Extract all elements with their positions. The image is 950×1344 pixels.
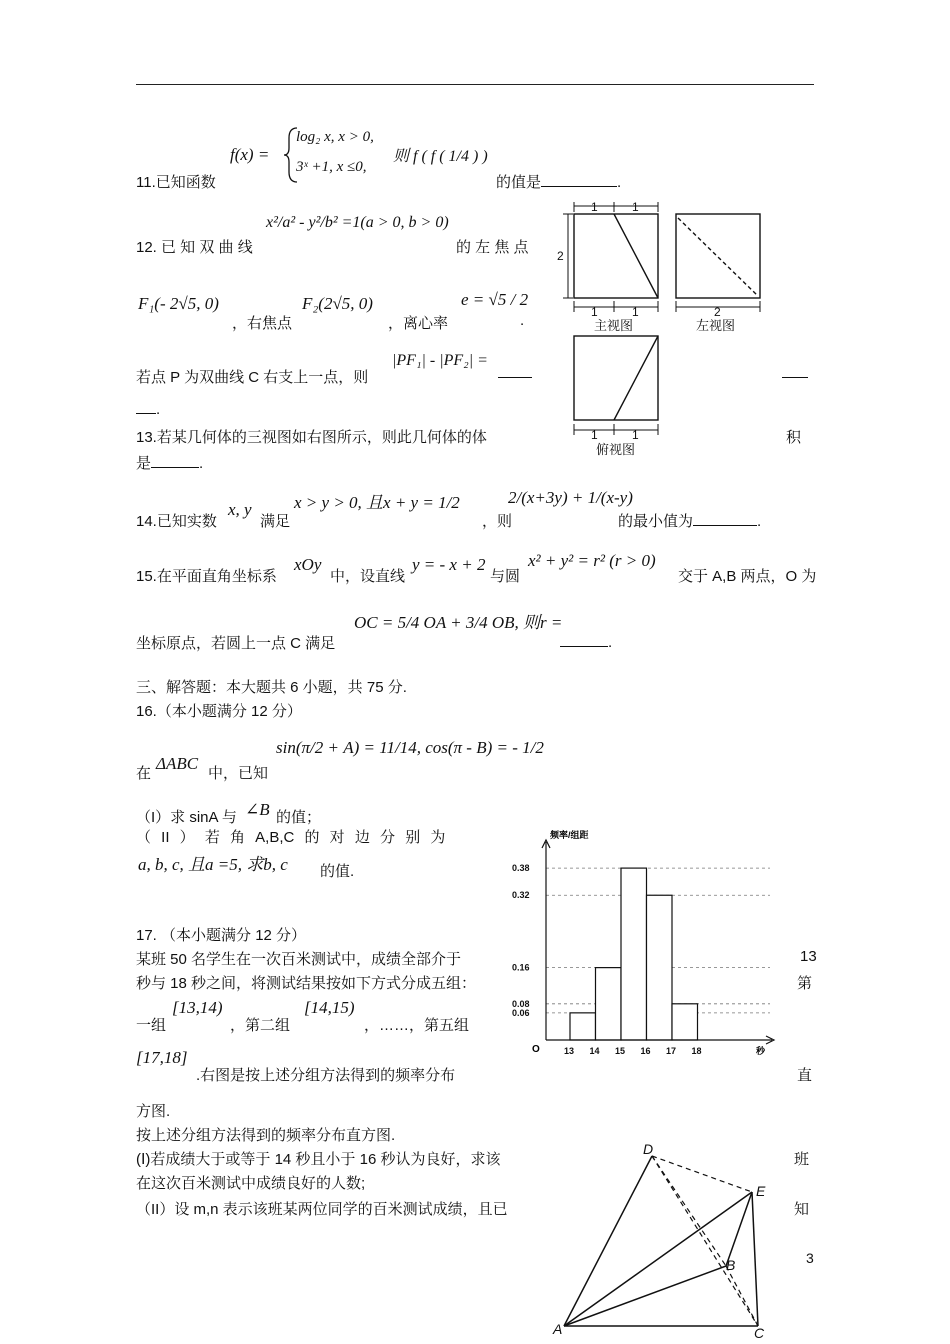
q17-line1-tail: 13 xyxy=(800,948,817,965)
q15-tail: 交于 A,B 两点，O 为 xyxy=(678,568,817,585)
front-dim-height: 2 xyxy=(557,249,564,263)
q16-angle: ∠B xyxy=(245,800,270,819)
histogram-y-tick: 0.06 xyxy=(512,1007,530,1018)
histogram-y-tick: 0.32 xyxy=(512,890,530,901)
left-dim-width: 2 xyxy=(714,305,721,319)
q11-case2: 3ˣ +1, x ≤0, xyxy=(296,159,367,175)
pyramid-label-c: C xyxy=(754,1325,765,1340)
q17-part1-b: 在这次百米测试中成绩良好的人数; xyxy=(136,1175,366,1192)
front-view-label: 主视图 xyxy=(594,318,634,333)
q17-part2: （II）设 m,n 表示该班某两位同学的百米测试成绩，且已 xyxy=(136,1201,508,1218)
top-dim-2: 1 xyxy=(632,428,639,442)
q16-part1: （I）求 sinA 与 xyxy=(136,809,237,826)
q12-equation: x²/a² - y²/b² =1(a > 0, b > 0) xyxy=(266,214,449,231)
q17-line4: .右图是按上述分组方法得到的频率分布 xyxy=(196,1067,456,1084)
top-view-line xyxy=(614,336,658,420)
q16-part2-math: a, b, c, 且a =5, 求b, c xyxy=(138,855,288,874)
q14-cond: x > y > 0, 且x + y = 1/2 xyxy=(294,493,460,512)
front-dim-top-1: 1 xyxy=(591,200,598,214)
q14-then: ，则 xyxy=(482,513,513,530)
histogram-x-tick: 16 xyxy=(640,1046,651,1056)
q15-mid2: 与圆 xyxy=(490,568,521,585)
q14-vars: x, y xyxy=(228,500,252,519)
q17-part2-tail: 知 xyxy=(794,1201,810,1218)
left-view-dashed-line xyxy=(678,218,758,296)
histogram-y-label: 频率/组距 xyxy=(550,830,589,840)
front-dim-bottom-2: 1 xyxy=(632,305,639,319)
histogram-y-tick: 0.08 xyxy=(512,998,530,1009)
q12-prefix: 12. 已 知 双 曲 线 xyxy=(136,239,253,256)
q15-line2: 坐标原点，若圆上一点 C 满足 xyxy=(136,635,336,652)
q11-then: 则 f ( f ( 1/4 ) ) xyxy=(393,148,488,165)
page-number: 3 xyxy=(806,1250,814,1266)
front-dim-top-2: 1 xyxy=(632,200,639,214)
q17-line3-b: ，第二组 xyxy=(230,1017,291,1034)
histogram-bar xyxy=(596,968,622,1040)
pyramid-label-e: E xyxy=(756,1183,766,1199)
q11-prefix: 11.已知函数 xyxy=(136,174,216,191)
q11-case1: log₂ x, x > 0, xyxy=(296,129,374,145)
q12-mid: ，右焦点 xyxy=(232,315,293,332)
q15-prefix: 15.在平面直角坐标系 xyxy=(136,568,277,585)
histogram-x-tick: 14 xyxy=(589,1046,600,1056)
q16-part2-end: 的值. xyxy=(320,863,355,880)
q12-blank xyxy=(498,363,532,382)
q17-line3-c: ，……，第五组 xyxy=(364,1017,470,1034)
q15-circle: x² + y² = r² (r > 0) xyxy=(528,551,656,570)
q16-equation: sin(π/2 + A) = 11/14, cos(π - B) = - 1/2 xyxy=(276,738,544,757)
q17-line5: 方图. xyxy=(136,1103,171,1120)
histogram-bar xyxy=(647,895,673,1040)
q17-line3-a: 一组 xyxy=(136,1017,167,1034)
q14-mid: 满足 xyxy=(260,513,291,530)
left-view-label: 左视图 xyxy=(696,318,736,333)
q14-suffix: 的最小值为 . xyxy=(618,513,762,530)
q16-part1-end: 的值； xyxy=(276,809,322,826)
left-view-square xyxy=(676,214,760,298)
histogram-bar xyxy=(672,1004,698,1040)
top-view-label: 俯视图 xyxy=(596,442,636,457)
q16-cond-pre: 在 xyxy=(136,765,152,782)
histogram-x-tick: 15 xyxy=(615,1046,626,1056)
histogram-x-tick: 17 xyxy=(666,1046,677,1056)
q16-title: 16.（本小题满分 12 分） xyxy=(136,703,302,720)
q17-group5: [17,18] xyxy=(136,1048,188,1067)
histogram-y-tick: 0.38 xyxy=(512,863,530,874)
q15-line: y = - x + 2 xyxy=(412,555,486,574)
histogram-y-tick: 0.16 xyxy=(512,962,530,973)
pyramid-label-d: D xyxy=(643,1141,654,1157)
q17-line6: 按上述分组方法得到的频率分布直方图. xyxy=(136,1127,396,1144)
front-view-line xyxy=(614,214,658,298)
histogram-bar xyxy=(570,1013,596,1040)
pyramid-label-a: A xyxy=(553,1321,563,1337)
three-view-figure xyxy=(556,200,796,460)
top-dim-1: 1 xyxy=(591,428,598,442)
histogram-bar xyxy=(621,868,647,1040)
q17-group2: [14,15) xyxy=(304,998,355,1017)
q14-expr: 2/(x+3y) + 1/(x-y) xyxy=(508,488,633,507)
q17-title: 17. （本小题满分 12 分） xyxy=(136,927,307,944)
q15-vector-eq: OC = 5/4 OA + 3/4 OB, 则r = xyxy=(354,613,563,632)
q16-triangle: ΔABC xyxy=(156,754,199,773)
q15-mid1: 中，设直线 xyxy=(330,568,406,585)
q17-part1-tail: 班 xyxy=(794,1151,810,1168)
q12-f2: F₂(2√5, 0) xyxy=(302,294,373,313)
q17-line1: 某班 50 名学生在一次百米测试中，成绩全部介于 xyxy=(136,951,462,968)
front-view-square xyxy=(574,214,658,298)
histogram-x-tick: 13 xyxy=(564,1046,575,1056)
q15-blank: . xyxy=(560,632,612,651)
q12-ecc-label: ，离心率 xyxy=(388,315,449,332)
q12-f1: F₁(- 2√5, 0) xyxy=(138,294,219,313)
q14-prefix: 14.已知实数 xyxy=(136,513,217,530)
q12-line3: 若点 P 为双曲线 C 右支上一点，则 xyxy=(136,369,369,386)
q11-suffix: 的值是 . xyxy=(496,174,622,191)
q11-fx: f(x) = xyxy=(230,145,270,164)
section-3-heading: 三、解答题：本大题共 6 小题，共 75 分. xyxy=(136,679,407,696)
histogram-x-tick: 18 xyxy=(691,1046,702,1056)
q17-group1: [13,14) xyxy=(172,998,223,1017)
top-view-square xyxy=(574,336,658,420)
q12-tail: 的 左 焦 点 xyxy=(456,239,529,256)
q17-part1: (Ⅰ)若成绩大于或等于 14 秒且小于 16 秒认为良好，求该 xyxy=(136,1151,501,1168)
q16-cond-mid: 中，已知 xyxy=(208,765,269,782)
q12-end: . xyxy=(520,312,525,329)
pyramid-label-b: B xyxy=(726,1257,736,1273)
q12-ecc: e = √5 / 2 xyxy=(461,290,529,309)
q15-xoy: xOy xyxy=(294,555,322,574)
q12-blank-3: . xyxy=(136,399,160,418)
q13-tail: 积 xyxy=(786,429,802,446)
header-rule xyxy=(136,84,814,85)
histogram-origin: O xyxy=(532,1044,540,1055)
histogram xyxy=(510,828,780,1064)
front-dim-bottom-1: 1 xyxy=(591,305,598,319)
q17-line4-tail: 直 xyxy=(797,1067,813,1084)
q17-line2: 秒与 18 秒之间，将测试结果按如下方式分成五组： xyxy=(136,975,477,992)
q13-line2: 是 . xyxy=(136,455,204,472)
histogram-x-label: 秒 xyxy=(756,1046,766,1056)
q17-line2-tail: 第 xyxy=(797,975,813,992)
q16-part2: （ II ） 若 角 A,B,C 的 对 边 分 别 为 xyxy=(136,829,446,846)
q13-text: 13.若某几何体的三视图如右图所示，则此几何体的体 xyxy=(136,429,487,446)
q12-abs-expr: |PF₁| - |PF₂| = xyxy=(392,352,488,369)
pyramid-figure xyxy=(552,1140,784,1340)
